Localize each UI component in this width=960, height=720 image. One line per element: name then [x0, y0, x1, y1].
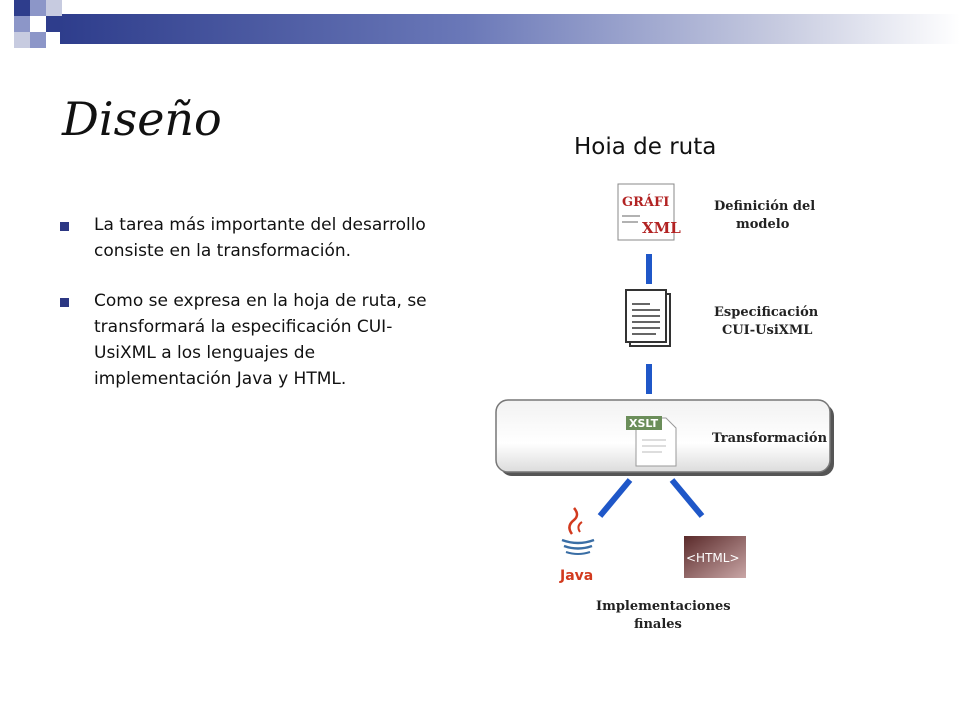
- bullet-text: La tarea más importante del desarrollo consiste en la transformación.: [94, 215, 426, 261]
- document-icon: [626, 290, 670, 346]
- step-label-line: CUI-UsiXML: [722, 323, 813, 338]
- header-square: [46, 16, 62, 32]
- step-label-transform: Transformación: [712, 431, 828, 446]
- grafixml-icon: [618, 184, 681, 240]
- bullet-list: [60, 212, 452, 416]
- header-square: [30, 32, 46, 48]
- connector-line: [600, 480, 630, 516]
- header-square: [30, 0, 46, 16]
- header-square: [14, 0, 30, 16]
- step-label-line: finales: [634, 617, 682, 632]
- bullet-item: [60, 288, 452, 392]
- xslt-icon-text: XSLT: [629, 417, 659, 430]
- bullet-text: Como se expresa en la hoja de ruta, se transformará la especificación CUI-UsiXML a los lenguajes de implementación Java y HTML.: [94, 291, 427, 389]
- html-icon-text: <HTML>: [686, 551, 740, 565]
- header-square: [46, 0, 62, 16]
- step-label-model: [714, 198, 815, 234]
- step-label-line: Implementaciones: [596, 599, 731, 614]
- grafixml-icon-text: XML: [642, 219, 681, 237]
- square-bullet-icon: [60, 298, 69, 307]
- bullet-item: [60, 212, 452, 264]
- java-icon: [559, 508, 594, 584]
- header-square: [14, 16, 30, 32]
- step-label-line: Definición del: [714, 199, 816, 214]
- step-label-final: [596, 598, 731, 634]
- grafixml-icon-text: GRÁFI: [622, 195, 670, 210]
- connector-line: [672, 480, 702, 516]
- html-icon: [684, 536, 746, 578]
- roadmap-title: Hoia de ruta: [574, 134, 717, 160]
- step-label-spec: [714, 304, 818, 340]
- header-square: [30, 16, 46, 32]
- slide-title: Diseño: [62, 92, 222, 146]
- java-icon-text: Java: [560, 568, 594, 584]
- header-gradient-bar: [60, 14, 960, 44]
- step-label-line: Especificación: [714, 305, 819, 320]
- connector-line: [646, 254, 652, 284]
- header-square: [14, 32, 30, 48]
- step-label-line: modelo: [736, 217, 790, 232]
- connector-line: [646, 364, 652, 394]
- roadmap-diagram: [480, 170, 840, 640]
- square-bullet-icon: [60, 222, 69, 231]
